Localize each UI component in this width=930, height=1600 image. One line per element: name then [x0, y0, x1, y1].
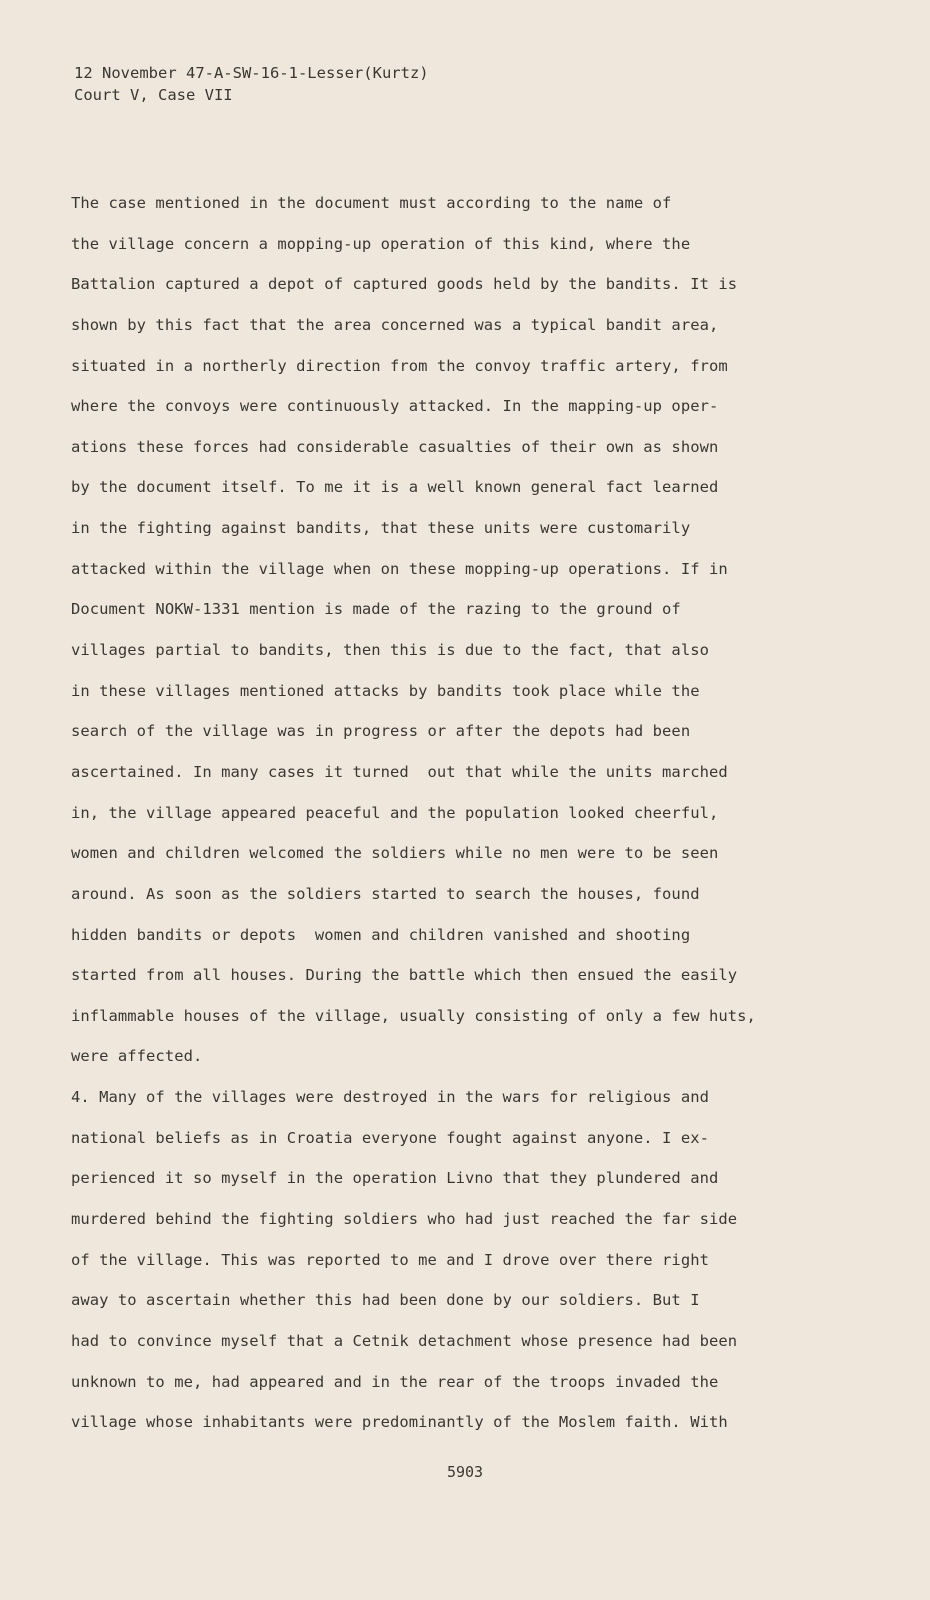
text-line: shown by this fact that the area concerned was a typical bandit area,	[71, 315, 719, 334]
text-line: murdered behind the fighting soldiers who had just reached the far side	[71, 1210, 738, 1229]
header-court-line: Court V, Case VII	[74, 86, 233, 104]
text-line: around. As soon as the soldiers started to search the houses, found	[71, 884, 700, 903]
text-line: of the village. This was reported to me and I drove over there right	[71, 1250, 709, 1269]
text-line: started from all houses. During the battle which then ensued the easily	[71, 966, 738, 985]
text-line: the village concern a mopping-up operation of this kind, where the	[71, 234, 691, 253]
text-line: had to convince myself that a Cetnik detachment whose presence had been	[71, 1331, 738, 1350]
text-line: were affected.	[71, 1047, 203, 1066]
text-line: villages partial to bandits, then this is due to the fact, that also	[71, 641, 709, 660]
text-line: Document NOKW-1331 mention is made of the razing to the ground of	[71, 600, 681, 619]
text-line: in, the village appeared peaceful and the population looked cheerful,	[71, 803, 719, 822]
text-line: ations these forces had considerable casualties of their own as shown	[71, 437, 719, 456]
document-header	[74, 62, 854, 106]
text-line: inflammable houses of the village, usually consisting of only a few huts,	[71, 1006, 756, 1025]
text-line: ascertained. In many cases it turned out that while the units marched	[71, 762, 728, 781]
text-line: away to ascertain whether this had been done by our soldiers. But I	[71, 1291, 700, 1310]
text-line: search of the village was in progress or after the depots had been	[71, 722, 691, 741]
text-line: in the fighting against bandits, that these units were customarily	[71, 519, 691, 538]
text-line: situated in a northerly direction from the convoy traffic artery, from	[71, 356, 728, 375]
page-number: 5903	[446, 1463, 484, 1481]
text-line: women and children welcomed the soldiers while no men were to be seen	[71, 844, 719, 863]
text-line: perienced it so myself in the operation Livno that they plundered and	[71, 1169, 719, 1188]
text-line: attacked within the village when on these mopping-up operations. If in	[71, 559, 728, 578]
text-line: hidden bandits or depots women and children vanished and shooting	[71, 925, 691, 944]
text-line: by the document itself. To me it is a well known general fact learned	[71, 478, 719, 497]
text-line: 4. Many of the villages were destroyed in the wars for religious and	[71, 1088, 709, 1107]
header-reference-line: 12 November 47-A-SW-16-1-Lesser(Kurtz)	[74, 64, 429, 82]
text-line: where the convoys were continuously attacked. In the mapping-up oper-	[71, 397, 719, 416]
text-line: The case mentioned in the document must according to the name of	[71, 194, 672, 212]
document-body	[71, 183, 851, 1443]
text-line: unknown to me, had appeared and in the rear of the troops invaded the	[71, 1372, 719, 1391]
text-line: national beliefs as in Croatia everyone fought against anyone. I ex-	[71, 1128, 709, 1147]
text-line: in these villages mentioned attacks by bandits took place while the	[71, 681, 700, 700]
text-line: Battalion captured a depot of captured goods held by the bandits. It is	[71, 275, 738, 294]
text-line: village whose inhabitants were predominantly of the Moslem faith. With	[71, 1413, 728, 1432]
